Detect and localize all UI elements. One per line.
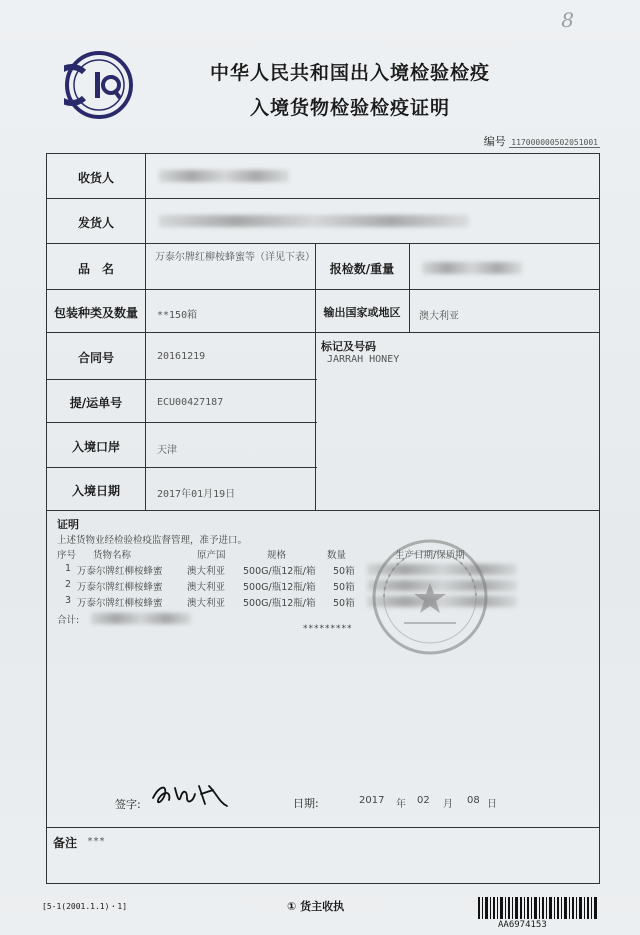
sign-date-year: 2017 <box>359 795 385 806</box>
consignor-label: 发货人 <box>77 216 114 230</box>
col-origin: 原产国 <box>197 550 226 561</box>
certificate-form: 收货人 发货人 品 名 万泰尔牌红柳桉蜂蜜等（详见下表） 报检数/重量 包装种类及数量 **150箱 输出国家或地区 澳大利亚 合同号 20161219 标记及号码 JARRAH HONEY 提/运单号 ECU00427187 入境口岸 天津 入境日期 2017年01月19日 证明 上述货物业经检验检疫监督管理，准予进口。 序号 货物名称 原产国 规格 数量 生产日期/保质期 1 万泰尔牌红柳桉蜂蜜 澳大利亚 500G/瓶12瓶/箱 50箱 2 万泰尔牌红柳桉蜂蜜 澳大利亚 500G/瓶12瓶/箱 50箱 3 万泰尔牌红柳桉蜂蜜 澳大利亚 500G/瓶12瓶/箱 50箱 合计: ********* 签字: 日期: 2017 年 02 月 08 日 备注 *** <box>46 153 600 884</box>
package-label: 包装种类及数量 <box>53 306 138 320</box>
certificate-number <box>484 133 600 149</box>
declared-qty-label: 报检数/重量 <box>329 262 395 276</box>
remarks-value: *** <box>87 836 106 847</box>
handwritten-signature <box>147 776 237 812</box>
total-redacted <box>91 613 191 624</box>
sign-date-year-unit: 年 <box>396 799 406 810</box>
col-spec: 规格 <box>267 550 287 561</box>
signature-label: 签字: <box>115 798 141 811</box>
sign-date-month-unit: 月 <box>443 799 453 810</box>
certificate-section-title: 证明 <box>57 518 79 531</box>
sign-date-month: 02 <box>417 795 430 806</box>
consignor-redacted <box>159 215 469 227</box>
remarks-label: 备注 <box>53 836 78 850</box>
export-country-value: 澳大利亚 <box>419 311 459 322</box>
marks-label: 标记及号码 <box>321 340 376 353</box>
col-production-date: 生产日期/保质期 <box>395 550 465 561</box>
total-label: 合计: <box>57 615 80 626</box>
end-marker: ********* <box>303 624 353 634</box>
package-value: **150箱 <box>157 310 198 321</box>
sign-date-day-unit: 日 <box>487 799 497 810</box>
barcode-number: AA6974153 <box>498 920 547 930</box>
bl-label: 提/运单号 <box>69 396 123 410</box>
document-title-line2: 入境货物检验检疫证明 <box>249 97 450 119</box>
number-label: 编号 <box>483 135 506 148</box>
marks-value: JARRAH HONEY <box>327 354 400 365</box>
product-label: 品 名 <box>77 262 114 276</box>
barcode-icon <box>478 897 598 919</box>
consignee-redacted <box>159 170 289 182</box>
col-qty: 数量 <box>327 550 347 561</box>
sign-date-day: 08 <box>467 795 480 806</box>
number-value: 117000000502051001 <box>511 138 598 147</box>
port-value: 天津 <box>157 445 177 456</box>
official-seal-stamp <box>370 537 490 657</box>
contract-value: 20161219 <box>157 351 206 362</box>
bl-value: ECU00427187 <box>157 397 224 408</box>
copy-label: ① 货主收执 <box>287 900 345 913</box>
consignee-label: 收货人 <box>77 171 114 185</box>
col-seq: 序号 <box>57 550 77 561</box>
certificate-statement: 上述货物业经检验检疫监督管理，准予进口。 <box>57 535 248 546</box>
port-label: 入境口岸 <box>71 440 120 454</box>
sign-date-label: 日期: <box>293 797 319 810</box>
entry-date-value: 2017年01月19日 <box>157 489 236 500</box>
contract-label: 合同号 <box>77 351 114 365</box>
entry-date-label: 入境日期 <box>71 484 120 498</box>
declared-qty-redacted <box>422 262 522 274</box>
document-title-line1: 中华人民共和国出入境检验检疫 <box>209 62 490 84</box>
corner-page-mark: 8 <box>561 8 574 32</box>
product-value: 万泰尔牌红柳桉蜂蜜等（详见下表） <box>155 252 315 263</box>
export-country-label: 输出国家或地区 <box>323 306 401 319</box>
col-name: 货物名称 <box>93 550 132 561</box>
form-code: [5-1(2001.1.1)・1] <box>42 902 128 911</box>
